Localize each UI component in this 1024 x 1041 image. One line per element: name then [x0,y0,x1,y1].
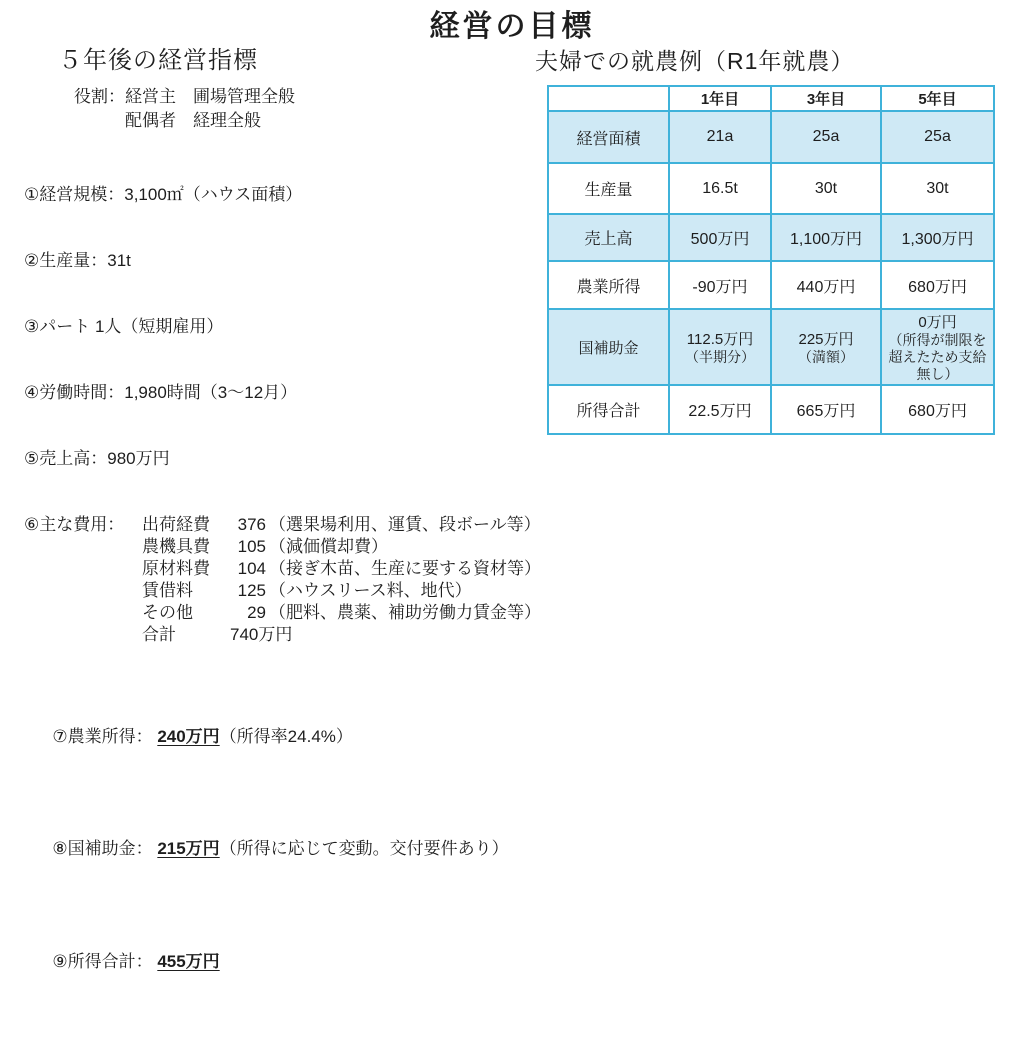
cell-value: 30t [771,163,881,214]
expense-note: （ハウスリース料、地代） [269,581,472,600]
row-label: 経営面積 [548,111,669,163]
farming-example-table [547,85,995,435]
right-section [535,43,1015,435]
table-row-total-income [548,385,994,434]
metric-scale: ①経営規模：3,100㎡（ハウス面積） [24,185,303,204]
expense-name: 原材料費 [142,559,210,578]
roles-lines [125,85,295,133]
result-farm-income [24,703,529,771]
cell-value: 25a [881,111,994,163]
expense-note [266,624,269,646]
result-suffix: （所得率24.4%） [219,726,353,746]
roles-label: 役割： [74,87,125,106]
expense-note: （接ぎ木苗、生産に要する資材等） [269,559,541,578]
result-value: 455万円 [157,951,220,971]
cell-value: 1,300万円 [881,214,994,261]
cell-note: （所得が制限を超えたため支給無し） [888,332,987,382]
expense-amount: 125 [237,581,266,600]
page-title: 経営の目標 [429,10,595,43]
header-year3: 3年目 [771,86,881,111]
expense-amount: 104 [237,559,266,578]
expense-note: （減価償却費） [269,537,388,556]
cell-value: 30t [881,163,994,214]
cell-value: 16.5t [669,163,771,214]
table-row-subsidy [548,309,994,385]
table-header-row [548,86,994,111]
cell-value: 0万円 （所得が制限を超えたため支給無し） [881,309,994,385]
result-total-income [24,928,529,996]
result-value: 215万円 [157,839,220,858]
role-line-spouse: 配偶者 経理全般 [125,111,261,130]
cell-note: （満額） [798,349,854,365]
expense-row [24,514,541,536]
expense-name: 賃借料 [142,581,193,600]
cell-value: 680万円 [881,385,994,434]
row-label: 所得合計 [548,385,669,434]
left-section [24,40,541,1041]
expense-row [24,602,541,624]
expense-amount: 376 [237,515,266,534]
cell-value: 440万円 [771,261,881,309]
roles-block [74,85,529,133]
table-row-farm-income [548,261,994,309]
result-subsidy [24,816,529,884]
expense-row [24,536,529,558]
table-row-area [548,111,994,163]
left-section-heading: ５年後の経営指標 [58,47,258,74]
result-suffix: （所得に応じて変動。交付要件あり） [219,839,509,858]
cell-value: 225万円 （満額） [771,309,881,385]
expense-row [24,558,541,580]
expense-amount: 29 [247,603,266,622]
cell-value: 1,100万円 [771,214,881,261]
role-line-owner: 経営主 圃場管理全般 [125,87,295,106]
expenses-prefix: ⑥主な費用： [24,515,125,534]
cell-value: 21a [669,111,771,163]
right-section-heading: 夫婦での就農例（R1年就農） [535,48,855,74]
expense-name: 農機具費 [142,537,210,556]
metric-workhours: ④労働時間：1,980時間（3～12月） [24,383,298,402]
expense-row [24,580,529,602]
expenses-block [24,514,541,646]
cell-value: 112.5万円 （半期分） [669,309,771,385]
results-block [24,658,529,1041]
row-label: 売上高 [548,214,669,261]
result-prefix: ⑨所得合計： [52,951,158,971]
result-prefix: ⑧国補助金： [52,839,158,858]
expense-name: その他 [142,603,193,622]
cell-value: 500万円 [669,214,771,261]
header-year1: 1年目 [669,86,771,111]
cell-value: 22.5万円 [669,385,771,434]
expense-amount: 740万円 [230,625,293,644]
row-label: 生産量 [548,163,669,214]
metric-sales: ⑤売上高：980万円 [24,449,170,468]
cell-note: （半期分） [685,349,755,365]
cell-value: 25a [771,111,881,163]
metric-parttime: ③パート 1人（短期雇用） [24,317,224,336]
result-value: 240万円 [157,726,220,746]
metrics-list [24,140,529,514]
expense-row-total [24,624,529,646]
expense-name: 出荷経費 [142,515,210,534]
expense-note: （選果場利用、運賃、段ボール等） [269,515,541,534]
expense-note: （肥料、農薬、補助労働力賃金等） [269,603,541,622]
header-year5: 5年目 [881,86,994,111]
expense-amount: 105 [237,537,266,556]
table-row-sales [548,214,994,261]
row-label: 農業所得 [548,261,669,309]
cell-value: 665万円 [771,385,881,434]
expense-name: 合計 [142,625,176,644]
header-empty [548,86,669,111]
metric-production: ②生産量：31t [24,251,131,270]
cell-value: -90万円 [669,261,771,309]
result-prefix: ⑦農業所得： [52,726,158,746]
row-label: 国補助金 [548,309,669,385]
table-row-production [548,163,994,214]
cell-value: 680万円 [881,261,994,309]
